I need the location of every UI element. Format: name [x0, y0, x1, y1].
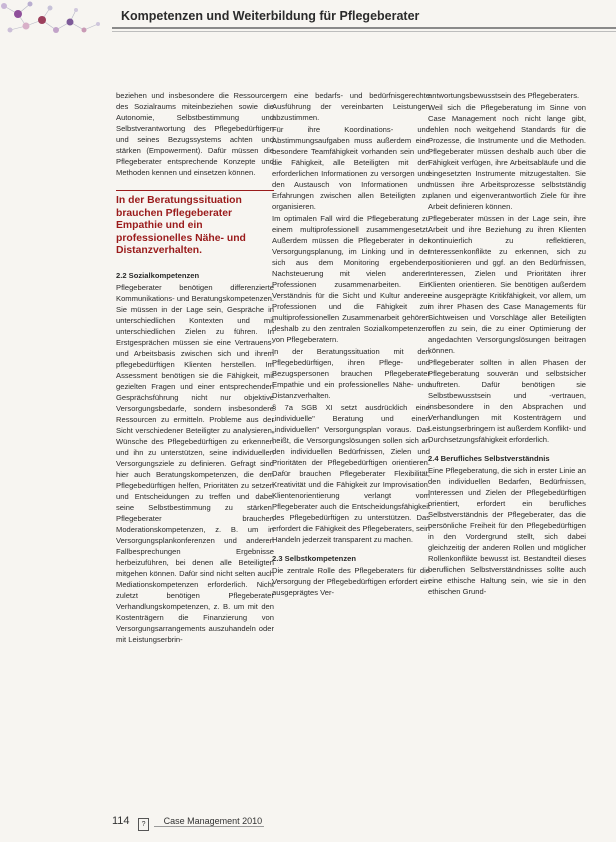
page-number: 114: [112, 815, 130, 827]
paragraph: Weil sich die Pflegeberatung im Sinne von Case Management noch nicht lange gibt, fehlen noch weitgehend Standards für die Prozesse, die Instrumente und die Methoden. Pflegeberater müssen deshalb auch über die Fähigkeit verfügen, ihre Arbeitsabläufe und die eingesetzten Instrumente mitzugestalten. Sie müssen ihre Arbeitsprozesse selbstständig planen und eigenverantwortlich Ziele für ihre Arbeit definieren können.: [428, 103, 586, 211]
paragraph: Eine Pflegeberatung, die sich in erster Linie an den individuellen Bedarfen, Bedürfnissen, Interessen und Zielen der Pflegebedürftigen orientiert, erfordert ein berufliches Selbstverständnis der Pflegeberater, das die persönliche Freiheit für den Pflegebedürftigen in den Vordergrund stellt, sich dabei gleichzeitig der anderen Rollen und möglicher Rollenkonflikte bewusst ist. Bestandteil dieses beruflichen Selbstverständnisses sollte auch eine ethische Haltung sein, wie sie in den ethischen Grund-: [428, 466, 586, 596]
section-heading: 2.2 Sozialkompetenzen: [116, 270, 200, 280]
footer-rule: [154, 826, 264, 827]
header-rule: [112, 27, 616, 29]
paragraph: Für ihre Koordinations- und Abstimmungsaufgaben muss außerdem eine besondere Teamfähigkeit vorhanden sein und die Fähigkeit, alle Beteiligten mit den erforderlichen Informationen zu versorgen und den Austausch von Informationen und Erfahrungen zwischen allen Beteiligten zu organisieren.: [272, 125, 430, 211]
paragraph: Die zentrale Rolle des Pflegeberaters für die Versorgung der Pflegebedürftigen erfordert ein ausgeprägtes Ver-: [272, 566, 430, 597]
paragraph: In der Beratungssituation mit den Pflegebedürftigen, ihren Pflege- und Bezugspersonen brauchen Pflegeberater Empathie und ein professionelles Nähe- und Distanzverhalten.: [272, 347, 430, 400]
paragraph: Im optimalen Fall wird die Pflegeberatung zu einem multiprofessionell zusammengesetzt. Außerdem müssen die Pflegeberater in der Versorgungsplanung, im Linking und in der sich aus dem Monitoring ergebenden Nachsteuerung mit vielen anderen Professionen zusammenarbeiten. Ein Verständnis für die Sicht und Kultur anderer Professionen und die Fähigkeit zur multiprofessionellen Zusammenarbeit gehören deshalb zu den zentralen Sozialkompetenzen von Pflegeberatern.: [272, 214, 430, 344]
paragraph: § 7a SGB XI setzt ausdrücklich eine „individuelle" Beratung und einen „individuellen" Versorgungsplan voraus. Das heißt, die Versorgungslösungen sollen sich an den individuellen Bedürfnissen, Zielen und Prioritäten der Pflegebedürftigen orientieren. Dafür brauchen Pflegeberater Flexibilität, Kreativität und die Fähigkeit zur Improvisation. Klientenorientierung verlangt vom Pflegeberater auch die Entscheidungsfähigkeit des Pflegebedürftigen zu unterstützen. Das erfordert die Fähigkeit des Pflegeberaters, sein Handeln jederzeit transparent zu machen.: [272, 403, 430, 544]
page-footer: [112, 815, 262, 831]
section-heading: 2.3 Selbstkompetenzen: [272, 554, 356, 563]
molecule-decoration: [0, 0, 110, 40]
journal-logo-icon: ?: [138, 818, 149, 831]
paragraph: beziehen und insbesondere die Ressourcen des Sozialraums miteinbeziehen sowie die Autonomie, Selbstbestimmung und Selbstverantwortung des Pflegebedürftigen und seines Bezugssystems achten und stärken (Empowerment). Dafür müssen die Pflegeberater entsprechende Konzepte und Methoden kennen und einsetzen können.: [116, 91, 274, 177]
paragraph: Pflegeberater sollten in allen Phasen der Pflegeberatung souverän und selbstsicher auftreten. Dafür benötigen sie Selbstbewusstsein und -vertrauen, insbesondere in den Absprachen und Verhandlungen mit Kostenträgern und Leistungserbringern ist außerdem Konflikt- und Durchsetzungsfähigkeit erforderlich.: [428, 358, 586, 444]
text-column-2: [272, 90, 430, 812]
paragraph: gern eine bedarfs- und bedürfnisgerechte Ausführung der vereinbarten Leistungen abzustimmen.: [272, 91, 430, 122]
paragraph: Pflegeberater benötigen differenzierte Kommunikations- und Beratungskompetenzen. Sie müssen in der Lage sein, Gespräche in unterschiedlichen Kontexten und mit unterschiedlichen Zielen zu führen. In Erstgesprächen müssen sie eine Vertrauens- und Arbeitsbasis zwischen sich und ihrem pflegebedürftigen Klienten herstellen. Im Assessment benötigen sie die Fähigkeit, mit gezielten Fragen und einer entsprechenden Gesprächsführung nicht nur objektive Versorgungsbedarfe, sondern insbesondere Ressourcen zu ermitteln. Probleme aus der Sicht verschiedener Beteiligter zu analysieren, Wünsche des Pflegebedürftigen zu erkennen und ihn zu unterstützen, seine individuellen Versorgungsziele zu definieren. Gefragt sind hier auch Beratungskompetenzen, die dem Pflegebedürftigen helfen, Prioritäten zu setzen und Entscheidungen zu treffen und dabei seine Selbstbestimmung zu stärken. Pflegeberater brauchen Moderationskompetenzen, z. B. um in Versorgungsplankonferenzen und anderen Fallbesprechungen Ergebnisse herbeizuführen, bei denen alle Beteiligten mitgehen können. Dafür sind nicht selten auch Mediationskompetenzen erforderlich. Nicht zuletzt benötigen Pflegeberater Verhandlungskompetenzen, z. B. um mit den Kostenträgern die Finanzierung von Versorgungsarrangements auszuhandeln oder mit Leistungserbrin-: [116, 282, 274, 644]
section-heading: 2.4 Berufliches Selbstverständnis: [428, 454, 550, 463]
text-column-3: [428, 90, 586, 812]
running-header: Kompetenzen und Weiterbildung für Pflegeberater: [121, 9, 420, 23]
header-rule-thin: [112, 31, 616, 32]
pull-quote: In der Beratungssituation brauchen Pflegeberater Empathie und ein professionelles Nähe- und Distanzverhalten.: [116, 190, 274, 258]
paragraph: antwortungsbewusstsein des Pflegeberaters.: [428, 91, 580, 100]
paragraph: Pflegeberater müssen in der Lage sein, ihre Arbeit und ihre Beziehung zu ihren Klienten kontinuierlich zu reflektieren, Interessenkonflikte zu erkennen, sich zu positionieren und ggf. an den Bedürfnissen, Interessen, Zielen und Prioritäten ihrer Klienten orientieren. Sie benötigen außerdem eine ausgeprägte Kritikfähigkeit, vor allem, um in ihrer Phasen des Case Managements für Sichtweisen und Vorschläge aller Beteiligten offen zu sein, die zu einer Optimierung der angedachten Versorgungslösungen beitragen können.: [428, 214, 586, 355]
journal-name: Case Management 2010: [163, 816, 263, 826]
text-column-1: [116, 90, 274, 812]
